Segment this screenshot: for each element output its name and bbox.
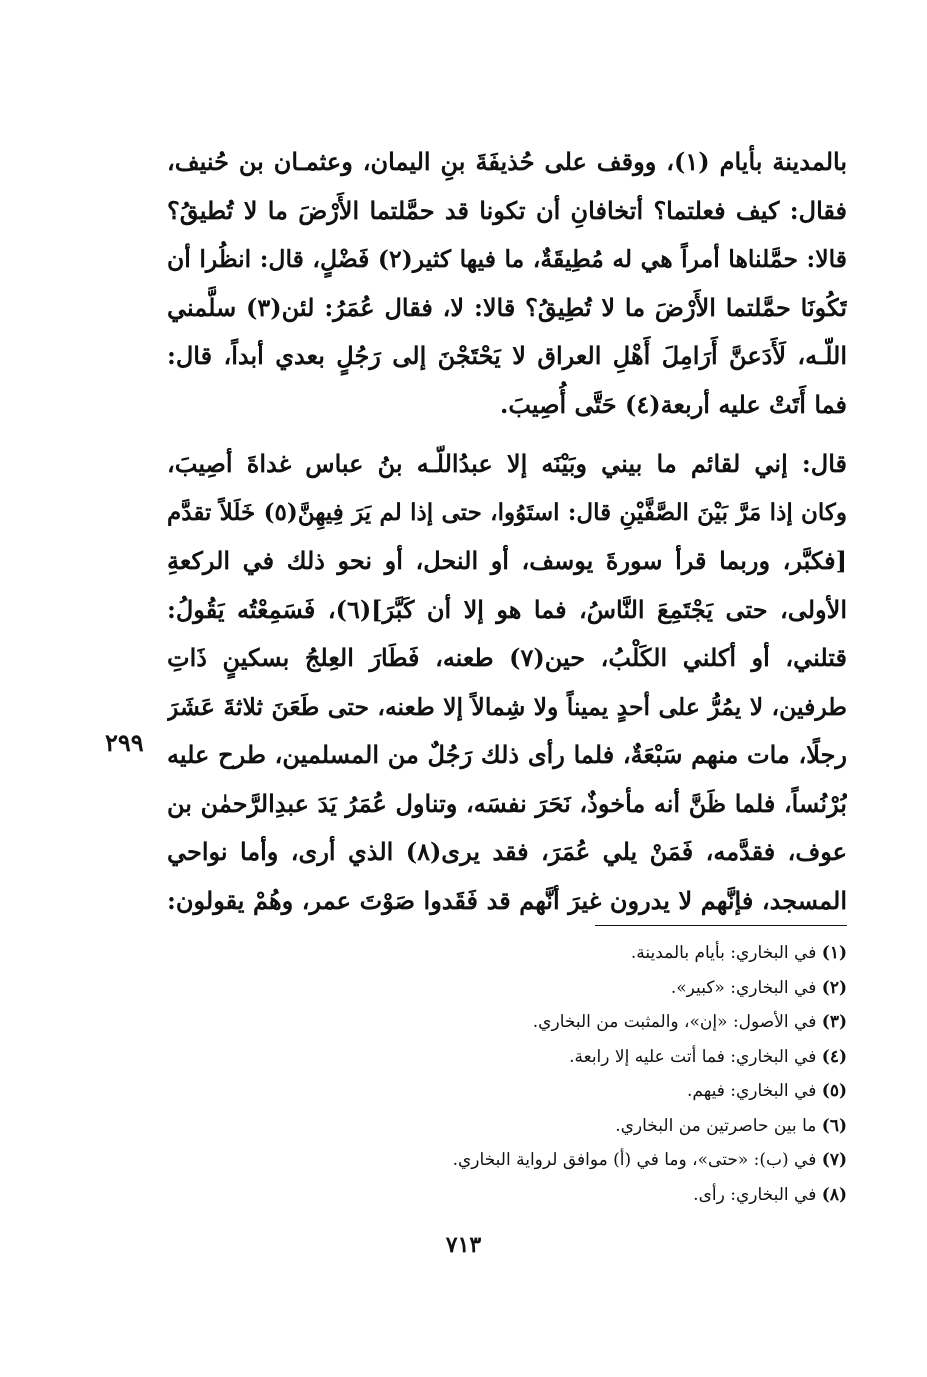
text-line: [فكبَّر، وربما قرأ سورةَ يوسف، أو النحل، أو نحو ذلك في الركعةِ bbox=[167, 546, 847, 575]
text-line: وكان إذا مَرَّ بَيْنَ الصَّفَّيْنِ قال: استَوُوا، حتى إذا لم يَرَ فِيهِنَّ(٥) خَلَلاً تقدَّم bbox=[167, 498, 847, 526]
footnote-number: (٧) bbox=[821, 1150, 847, 1170]
footnote-text: في (ب): «حتى»، وما في (أ) موافق لرواية البخاري. bbox=[452, 1150, 817, 1170]
footnote-divider bbox=[595, 925, 847, 926]
footnote-item bbox=[167, 1074, 847, 1109]
footnote-text: في البخاري: فما أتت عليه إلا رابعة. bbox=[569, 1046, 817, 1067]
footnote-number: (٨) bbox=[821, 1184, 847, 1205]
footnote-number: (٦) bbox=[821, 1115, 847, 1136]
footnote-text: في البخاري: «كبير». bbox=[670, 977, 817, 998]
text-line: قتلني، أو أكلني الكَلْبُ، حين(٧) طعنه، فَطَارَ العِلجُ بسكينٍ ذَاتِ bbox=[167, 643, 847, 672]
footnote-text: في البخاري: رأى. bbox=[693, 1184, 817, 1205]
footnote-number: (١) bbox=[821, 943, 847, 963]
text-line: بُرْنُساً، فلما ظَنَّ أنه مأخوذٌ، نَحَرَ نفسَه، وتناول عُمَرُ يَدَ عبدِالرَّحمٰن بن bbox=[167, 788, 847, 818]
text-line: قال: إني لقائم ما بيني وبَيْنَه إلا عبدُاللّـه بنُ عباس غداةَ أصِيبَ، bbox=[167, 449, 847, 478]
footnote-item bbox=[167, 1040, 847, 1075]
footnote-item bbox=[167, 1143, 847, 1178]
text-line: الأولى، حتى يَجْتَمِعَ النَّاسُ، فما هو إلا أن كَبَّرَ](٦)، فَسَمِعْتُه يَقُولُ: bbox=[167, 594, 847, 624]
footnote-number: (٢) bbox=[821, 977, 847, 998]
footnote-number: (٤) bbox=[821, 1046, 847, 1067]
footnote-text: في البخاري: فيهم. bbox=[687, 1081, 817, 1101]
text-line: المسجد، فإنَّهم لا يدرون غيرَ أنَّهم قد فَقَدوا صَوْتَ عمر، وهُمْ يقولون: bbox=[167, 885, 847, 915]
text-line: عوف، فقدَّمه، فَمَنْ يلي عُمَرَ، فقد يرى(٨) الذي أرى، وأما نواحي bbox=[167, 837, 847, 866]
footnotes bbox=[167, 936, 847, 1212]
text-line: طرفين، لا يمُرُّ على أحدٍ يميناً ولا شِمالاً إلا طعنه، حتى طَعَنَ ثلاثةَ عَشَرَ bbox=[167, 692, 847, 721]
text-line: اللّـه، لَأَدَعنَّ أَرَامِلَ أَهْلِ العراق لا يَحْتَجْنَ إلى رَجُلٍ بعدي أبداً، قال: bbox=[167, 341, 847, 370]
footnote-item bbox=[167, 1109, 847, 1144]
footnote-text: ما بين حاصرتين من البخاري. bbox=[615, 1115, 817, 1136]
footnote-item bbox=[167, 1178, 847, 1213]
footnote-text: في البخاري: بأيام بالمدينة. bbox=[630, 943, 817, 963]
text-line: فما أَتَتْ عليه أربعة(٤) حَتَّى أُصِيبَ. bbox=[499, 389, 847, 419]
text-line: فقال: كيف فعلتما؟ أتخافانِ أن تكونا قد حمَّلتما الأَرْضَ ما لا تُطيقُ؟ bbox=[167, 195, 847, 225]
text-line: بالمدينة بأيام (١)، ووقف على حُذيفَةَ بنِ اليمان، وعثمـان بن حُنيف، bbox=[167, 147, 847, 176]
footnote-text: في الأصول: «إن»، والمثبت من البخاري. bbox=[532, 1012, 817, 1032]
text-line: قالا: حمَّلناها أمراً هي له مُطِيقَةٌ، ما فيها كثير(٢) فَضْلٍ، قال: انظُرا أن bbox=[167, 245, 847, 273]
footnote-item bbox=[167, 971, 847, 1006]
footnote-item bbox=[167, 936, 847, 971]
text-line: تَكُونَا حمَّلتما الأَرْضَ ما لا تُطِيقُ؟ قالا: لا، فقال عُمَرُ: لئن(٣) سلَّمني bbox=[167, 292, 847, 322]
footnote-number: (٣) bbox=[821, 1012, 847, 1032]
footnote-item bbox=[167, 1005, 847, 1040]
margin-reference-number: ٢٩٩ bbox=[105, 728, 144, 757]
footnote-number: (٥) bbox=[821, 1081, 847, 1101]
text-line: رجلًا، مات منهم سَبْعَةٌ، فلما رأى ذلك رَجُلٌ من المسلمين، طرح عليه bbox=[167, 740, 847, 769]
page-number: ٧١٣ bbox=[445, 1232, 482, 1258]
paragraph-2 bbox=[167, 440, 847, 925]
paragraph-1 bbox=[167, 138, 847, 429]
